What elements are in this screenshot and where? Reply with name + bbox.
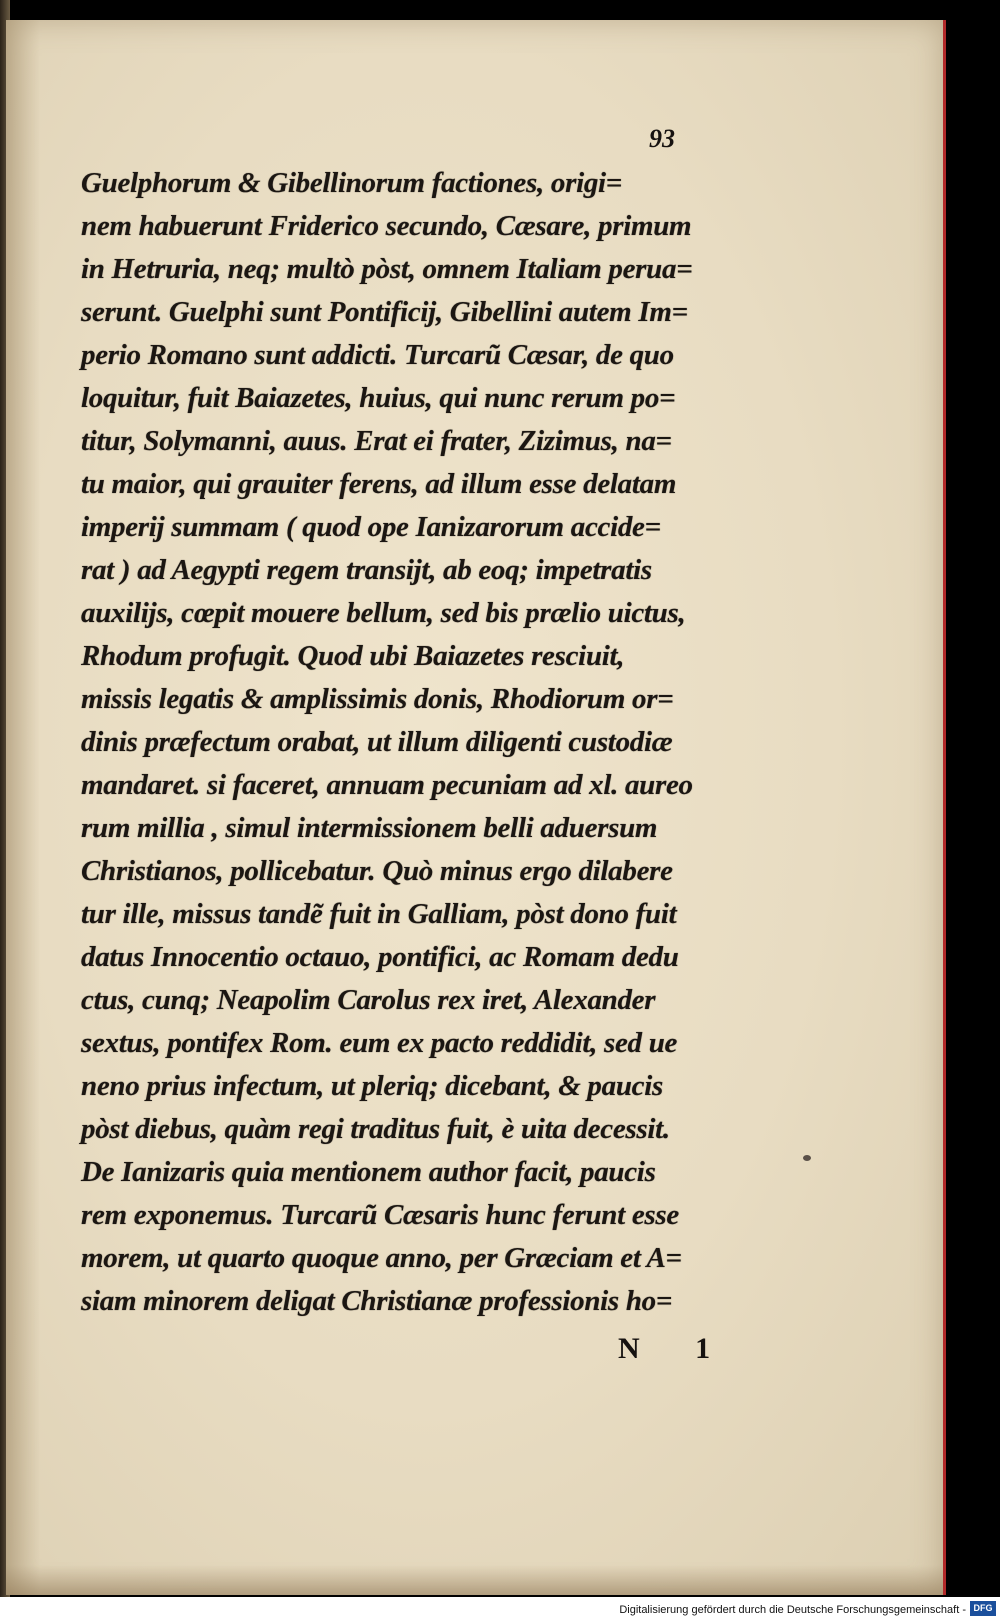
text-line: tu maior, qui grauiter ferens, ad illum esse delatam bbox=[81, 468, 677, 500]
text-line: in Hetruria, neq; multò pòst, omnem Italiam perua= bbox=[81, 253, 693, 285]
text-line: rem exponemus. Turcarũ Cæsaris hunc ferunt esse bbox=[81, 1199, 679, 1231]
page-number: 93 bbox=[649, 124, 675, 153]
signature-mark: N 1 bbox=[618, 1332, 735, 1365]
dfg-logo-icon: DFG bbox=[970, 1601, 996, 1616]
text-line: ctus, cunq; Neapolim Carolus rex iret, Alexander bbox=[81, 984, 656, 1016]
text-line: auxilijs, cœpit mouere bellum, sed bis prælio uictus, bbox=[81, 597, 686, 629]
text-line: neno prius infectum, ut pleriq; dicebant, & paucis bbox=[81, 1070, 663, 1102]
text-line: Guelphorum & Gibellinorum factiones, origi= bbox=[81, 167, 623, 199]
scanned-page bbox=[6, 20, 946, 1595]
text-line: sextus, pontifex Rom. eum ex pacto reddidit, sed ue bbox=[81, 1027, 678, 1059]
page-gutter-shadow bbox=[6, 20, 40, 1595]
text-line: mandaret. si faceret, annuam pecuniam ad xl. aureo bbox=[81, 769, 693, 801]
text-line: datus Innocentio octauo, pontifici, ac Romam dedu bbox=[81, 941, 679, 973]
text-line: tur ille, missus tandẽ fuit in Galliam, pòst dono fuit bbox=[81, 898, 677, 930]
text-line: pòst diebus, quàm regi traditus fuit, è uita decessit. bbox=[81, 1113, 670, 1145]
footer-bar bbox=[0, 1597, 1000, 1619]
text-line: dinis præfectum orabat, ut illum diligenti custodiæ bbox=[81, 726, 673, 758]
text-line: serunt. Guelphi sunt Pontificij, Gibellini autem Im= bbox=[81, 296, 688, 328]
text-line: imperij summam ( quod ope Ianizarorum accide= bbox=[81, 511, 661, 543]
footer-credit: Digitalisierung gefördert durch die Deutsche Forschungsgemeinschaft - bbox=[619, 1604, 966, 1616]
text-line: rat ) ad Aegypti regem transijt, ab eoq; impetratis bbox=[81, 554, 652, 586]
text-line: perio Romano sunt addicti. Turcarũ Cæsar, de quo bbox=[81, 339, 674, 371]
ink-smudge bbox=[803, 1155, 811, 1161]
text-line: Christianos, pollicebatur. Quò minus ergo dilabere bbox=[81, 855, 673, 887]
text-line: rum millia , simul intermissionem belli aduersum bbox=[81, 812, 658, 844]
text-line: De Ianizaris quia mentionem author facit, paucis bbox=[81, 1156, 656, 1188]
body-text bbox=[81, 162, 741, 1323]
text-line: loquitur, fuit Baiazetes, huius, qui nunc rerum po= bbox=[81, 382, 676, 414]
text-line: nem habuerunt Friderico secundo, Cæsare, primum bbox=[81, 210, 692, 242]
page-bottom-shadow bbox=[6, 1565, 943, 1595]
text-line: Rhodum profugit. Quod ubi Baiazetes resciuit, bbox=[81, 640, 625, 672]
text-line: titur, Solymanni, auus. Erat ei frater, Zizimus, na= bbox=[81, 425, 672, 457]
text-line: morem, ut quarto quoque anno, per Græciam et A= bbox=[81, 1242, 682, 1274]
text-line: siam minorem deligat Christianæ professionis ho= bbox=[81, 1285, 673, 1317]
text-line: missis legatis & amplissimis donis, Rhodiorum or= bbox=[81, 683, 674, 715]
